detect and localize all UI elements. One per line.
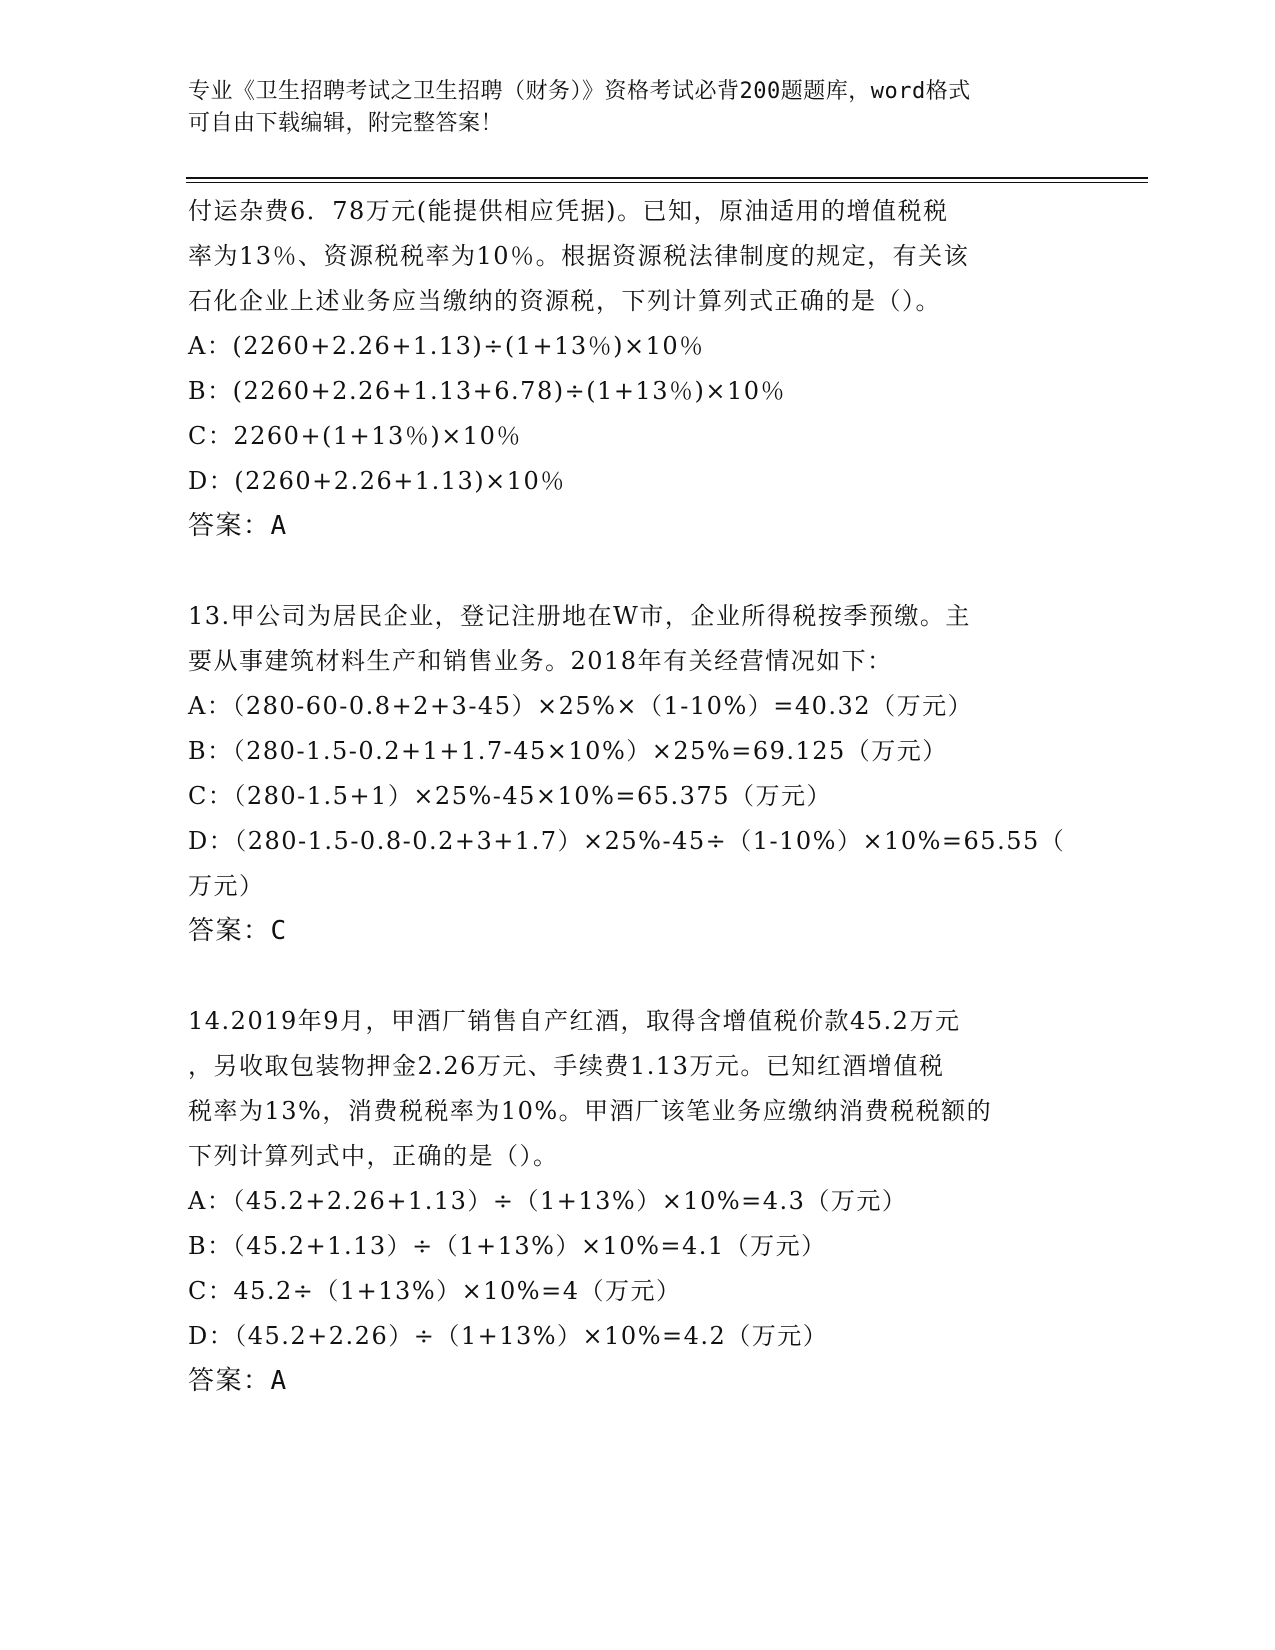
- option-b: B：(2260+2.26+1.13+6.78)÷(1+13％)×10％: [188, 377, 786, 405]
- spacer: [188, 954, 1088, 999]
- question-text: 率为13％、资源税税率为10％。根据资源税法律制度的规定，有关该: [188, 242, 970, 270]
- option-a: A：（45.2+2.26+1.13）÷（1+13%）×10%=4.3（万元）: [188, 1187, 908, 1215]
- option-d: D：(2260+2.26+1.13)×10％: [188, 467, 566, 495]
- option-c: C：45.2÷（1+13%）×10%=4（万元）: [188, 1277, 682, 1305]
- answer: 答案：A: [188, 511, 288, 541]
- question-text: 要从事建筑材料生产和销售业务。2018年有关经营情况如下：: [188, 647, 893, 675]
- question-text: 税率为13%，消费税税率为10%。甲酒厂该笔业务应缴纳消费税税额的: [188, 1097, 993, 1125]
- question-13: [188, 594, 1088, 954]
- option-c: C：（280-1.5+1）×25%-45×10%=65.375（万元）: [188, 782, 832, 810]
- question-text: 下列计算列式中，正确的是（）。: [188, 1142, 559, 1170]
- document-body: [188, 189, 1088, 1404]
- spacer: [188, 549, 1088, 594]
- answer: 答案：A: [188, 1366, 288, 1396]
- question-text: 付运杂费6．78万元(能提供相应凭据)。已知，原油适用的增值税税: [188, 197, 949, 225]
- header-line-2: 可自由下载编辑，附完整答案！: [188, 111, 504, 136]
- option-c: C：2260+(1+13％)×10％: [188, 422, 522, 450]
- option-a: A：(2260+2.26+1.13)÷(1+13％)×10％: [188, 332, 705, 360]
- option-b: B：（280-1.5-0.2+1+1.7-45×10%）×25%=69.125（万元）: [188, 737, 948, 765]
- page-header: [188, 76, 1068, 140]
- answer: 答案：C: [188, 916, 288, 946]
- option-a: A：（280-60-0.8+2+3-45）×25%×（1-10%）=40.32（万元）: [188, 692, 974, 720]
- question-text: 14.2019年9月，甲酒厂销售自产红酒，取得含增值税价款45.2万元: [188, 1007, 961, 1035]
- question-12: [188, 189, 1088, 549]
- question-14: [188, 999, 1088, 1404]
- header-rule-thin: [186, 182, 1148, 183]
- option-b: B：（45.2+1.13）÷（1+13%）×10%=4.1（万元）: [188, 1232, 827, 1260]
- option-d: D：（280-1.5-0.8-0.2+3+1.7）×25%-45÷（1-10%）×10%=65.55（: [188, 827, 1066, 855]
- header-line-1: 专业《卫生招聘考试之卫生招聘（财务）》资格考试必背200题题库，word格式: [188, 79, 971, 104]
- option-d: D：（45.2+2.26）÷（1+13%）×10%=4.2（万元）: [188, 1322, 829, 1350]
- option-d-continued: 万元）: [188, 872, 265, 900]
- question-text: ，另收取包装物押金2.26万元、手续费1.13万元。已知红酒增值税: [188, 1052, 945, 1080]
- question-text: 石化企业上述业务应当缴纳的资源税，下列计算列式正确的是（）。: [188, 287, 941, 315]
- question-text: 13.甲公司为居民企业，登记注册地在W市，企业所得税按季预缴。主: [188, 602, 971, 630]
- header-rule-thick: [186, 177, 1148, 179]
